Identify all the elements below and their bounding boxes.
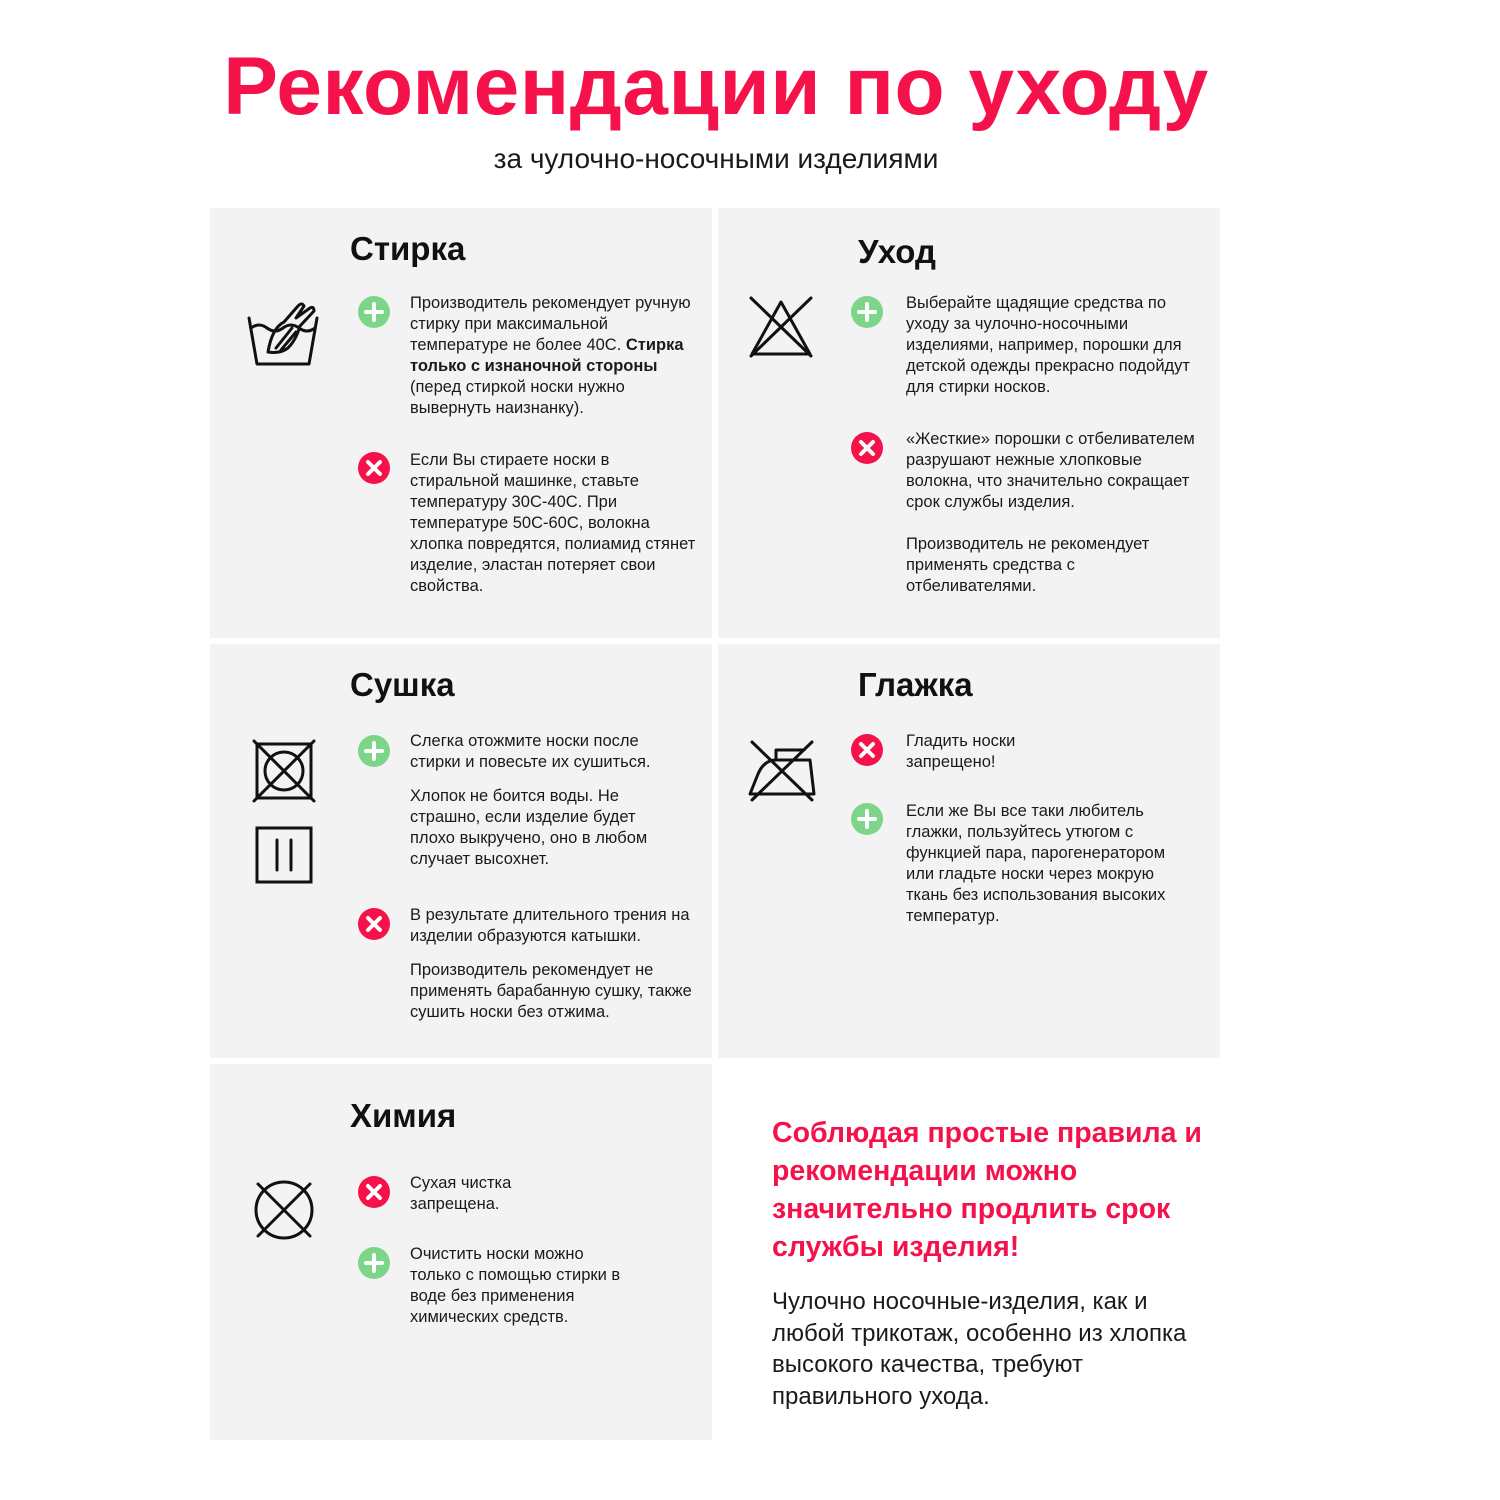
care-cross-extra-text: Производитель не рекомендует применять средства с отбеливателями. xyxy=(906,535,1150,595)
plus-icon xyxy=(851,296,883,328)
ironing-cross-text: Гладить носки запрещено! xyxy=(906,732,1016,771)
drying-plus-text: Слегка отожмите носки после стирки и повесьте их сушиться. xyxy=(410,732,651,771)
drying-plus-extra-text: Хлопок не боится воды. Не страшно, если изделие будет плохо выкручено, оно в любом случает высохнет. xyxy=(410,787,648,868)
conclusion-title: Соблюдая простые правила и рекомендации можно значительно продлить срок службы изделия! xyxy=(772,1117,1202,1263)
washing-title: Стирка xyxy=(350,230,466,267)
no-iron-icon xyxy=(746,738,818,802)
no-tumble-dry-icon xyxy=(252,739,316,803)
no-bleach-icon xyxy=(748,296,814,358)
hand-wash-icon xyxy=(246,298,320,368)
no-dry-clean-icon xyxy=(252,1178,316,1242)
chemistry-cross-text: Сухая чистка запрещена. xyxy=(410,1174,512,1213)
care-title: Уход xyxy=(858,233,936,270)
cross-icon xyxy=(358,908,390,940)
page-subtitle: за чулочно-носочными изделиями xyxy=(493,143,939,174)
page-title: Рекомендации по уходу xyxy=(223,41,1209,132)
care-cross-text: «Жесткие» порошки с отбеливателем разрушают нежные хлопковые волокна, что значительно сокращает срок службы изделия. xyxy=(906,430,1195,511)
plus-icon xyxy=(358,296,390,328)
cross-icon xyxy=(358,452,390,484)
washing-plus-text: Производитель рекомендует ручную стирку при максимальной температуре не более 40С. Стирка только с изнаночной стороны (перед стиркой носки нужно вывернуть наизнанку). xyxy=(410,294,691,417)
cross-icon xyxy=(358,1176,390,1208)
washing-cross-text: Если Вы стираете носки в стиральной машинке, ставьте температуру 30С-40С. При температуре 50С-60С, волокна хлопка повредятся, полиамид стянет изделие, эластан потеряет свои свойства. xyxy=(410,451,696,595)
drip-dry-icon xyxy=(254,826,314,886)
plus-icon xyxy=(358,735,390,767)
plus-icon xyxy=(851,803,883,835)
drying-cross-extra-text: Производитель рекомендует не применять барабанную сушку, также сушить носки без отжима. xyxy=(410,961,692,1021)
ironing-title: Глажка xyxy=(858,666,973,703)
cross-icon xyxy=(851,432,883,464)
chemistry-title: Химия xyxy=(350,1097,457,1134)
cross-icon xyxy=(851,734,883,766)
care-plus-text: Выберайте щадящие средства по уходу за чулочно-носочными изделиями, например, порошки для детской одежды прекрасно подойдут для стирки носков. xyxy=(906,294,1190,396)
ironing-plus-text: Если же Вы все таки любитель глажки, пользуйтесь утюгом с функцией пара, парогенератором или гладьте носки через мокрую ткань без использования высоких температур. xyxy=(906,802,1166,925)
plus-icon xyxy=(358,1247,390,1279)
washing-plus-bold: Стирка только с изнаночной стороны xyxy=(410,336,684,375)
chemistry-plus-text: Очистить носки можно только с помощью стирки в воде без применения химических средств. xyxy=(410,1245,621,1326)
drying-cross-text: В результате длительного трения на изделии образуются катышки. xyxy=(410,906,690,945)
conclusion-text: Чулочно носочные-изделия, как и любой трикотаж, особенно из хлопка высокого качества, требуют правильного ухода. xyxy=(772,1288,1187,1410)
drying-title: Сушка xyxy=(350,666,455,703)
